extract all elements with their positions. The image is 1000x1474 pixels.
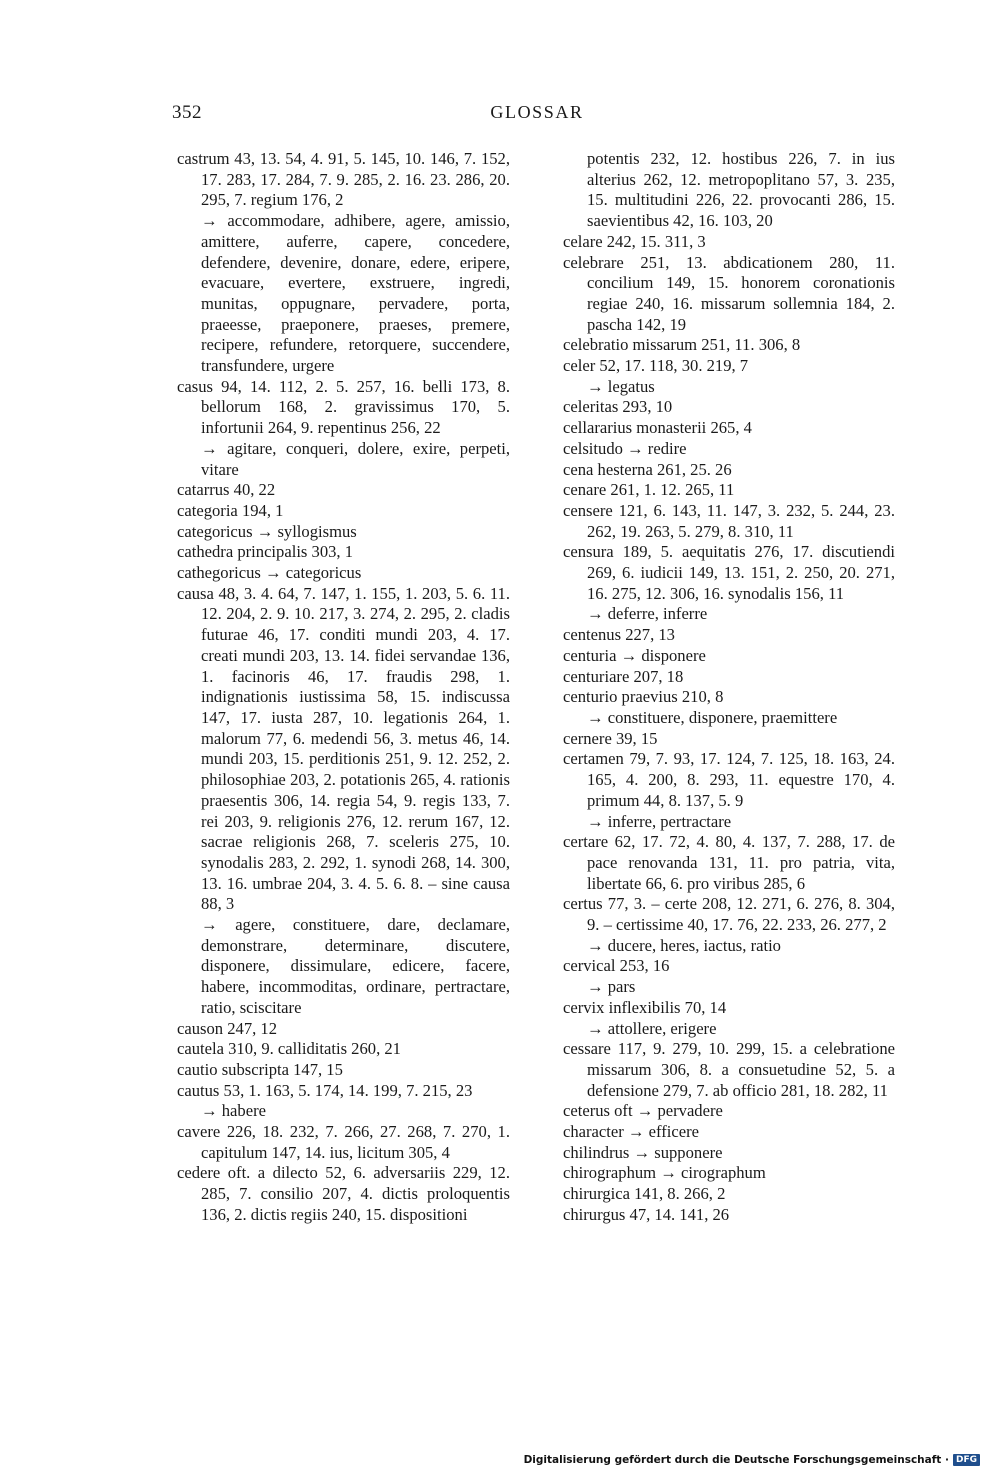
glossary-entry: chilindrus → supponere [563, 1142, 723, 1162]
glossary-entry: centurio praevius 210, 8 [563, 687, 724, 707]
glossary-cross-reference: → pars [587, 977, 636, 997]
glossary-entry: cessare 117, 9. 279, 10. 299, 15. a celebratione missarum 306, 8. a consuetudine 52, 5. a defensione 279, 7. ab officio 281, 18. 282, 11 [563, 1039, 895, 1100]
glossary-entry: ceterus oft → pervadere [563, 1101, 723, 1121]
left-column [177, 149, 510, 1226]
glossary-entry: certus 77, 3. – certe 208, 12. 271, 6. 276, 8. 304, 9. – certissime 40, 17. 76, 22. 233, 26. 277, 2 [563, 894, 895, 935]
glossary-entry: censura 189, 5. aequitatis 276, 17. discutiendi 269, 6. iudicii 149, 13. 151, 2. 250, 20. 271, 16. 275, 12. 306, 16. synodalis 156, 11 [563, 542, 895, 603]
glossary-entry: chirurgica 141, 8. 266, 2 [563, 1184, 726, 1204]
glossary-entry: cathegoricus → categoricus [177, 563, 362, 583]
glossary-entry: casus 94, 14. 112, 2. 5. 257, 16. belli 173, 8. bellorum 168, 2. gravissimus 170, 5. infortunii 264, 9. repentinus 256, 22 [177, 376, 510, 438]
glossary-entry: cathedra principalis 303, 1 [177, 542, 354, 562]
glossary-cross-reference: → habere [201, 1101, 266, 1121]
footer-text: Digitalisierung gefördert durch die Deutsche Forschungsgemeinschaft · [523, 1454, 949, 1466]
glossary-entry: chirurgus 47, 14. 141, 26 [563, 1204, 730, 1224]
glossary-entry: castrum 43, 13. 54, 4. 91, 5. 145, 10. 146, 7. 152, 17. 283, 17. 284, 7. 9. 285, 2. 16. 23. 286, 20. 295, 7. regium 176, 2 [177, 149, 510, 210]
glossary-cross-reference: → deferre, inferre [587, 604, 708, 624]
glossary-cross-reference: → inferre, pertractare [587, 811, 732, 831]
right-column [563, 149, 895, 1226]
glossary-entry: catarrus 40, 22 [177, 480, 276, 500]
glossary-entry: chirographum → cirographum [563, 1163, 766, 1183]
glossary-entry: celeritas 293, 10 [563, 397, 673, 417]
glossary-entry: cervical 253, 16 [563, 956, 670, 976]
glossary-cross-reference: → attollere, erigere [587, 1018, 717, 1038]
glossary-entry: celsitudo → redire [563, 438, 687, 458]
glossary-cross-reference: → accommodare, adhibere, agere, amissio, amittere, auferre, capere, concedere, defendere, devenire, donare, edere, eripere, evacuare, evertere, exstruere, ingredi, munitas, oppugnare, pervadere, porta, praeesse, praeponere, praeses, premere, recipere, refundere, retorquere, succendere, transfundere, urgere [201, 211, 510, 376]
glossary-entry: celer 52, 17. 118, 30. 219, 7 [563, 356, 749, 376]
glossary-entry: cautela 310, 9. calliditatis 260, 21 [177, 1039, 401, 1059]
glossary-entry-continuation: potentis 232, 12. hostibus 226, 7. in ius alterius 262, 12. metropoplitano 57, 3. 235, 15. multitudini 226, 22. provocanti 286, 15. saevientibus 42, 16. 103, 20 [587, 149, 895, 231]
glossary-entry: causon 247, 12 [177, 1018, 278, 1038]
glossary-cross-reference: → agitare, conqueri, dolere, exire, perpeti, vitare [201, 438, 510, 479]
glossary-entry: celare 242, 15. 311, 3 [563, 231, 706, 251]
glossary-entry: censere 121, 6. 143, 11. 147, 3. 232, 5. 244, 23. 262, 19. 263, 5. 279, 8. 310, 11 [563, 500, 895, 541]
glossary-entry: cedere oft. a dilecto 52, 6. adversariis 229, 12. 285, 7. consilio 207, 4. dictis proloquentis 136, 2. dictis regiis 240, 15. dispositioni [177, 1163, 510, 1224]
glossary-entry: categoricus → syllogismus [177, 521, 357, 541]
dfg-logo: DFG [953, 1454, 980, 1466]
glossary-cross-reference: → legatus [587, 376, 655, 396]
running-head: GLOSSAR [490, 102, 584, 122]
glossary-entry: cautio subscripta 147, 15 [177, 1059, 343, 1079]
glossary-entry: centenus 227, 13 [563, 625, 675, 645]
glossary-entry: cellararius monasterii 265, 4 [563, 418, 752, 438]
glossary-entry: centuriare 207, 18 [563, 666, 684, 686]
glossary-entry: certamen 79, 7. 93, 17. 124, 7. 125, 18. 163, 24. 165, 4. 200, 8. 293, 11. equestre 170, 4. primum 44, 8. 137, 5. 9 [563, 749, 895, 810]
glossary-entry: causa 48, 3. 4. 64, 7. 147, 1. 155, 1. 203, 5. 6. 11. 12. 204, 2. 9. 10. 217, 3. 274, 2. 295, 2. cladis futurae 46, 17. conditi mundi 203, 4. 17. creati mundi 203, 13. 14. fidei servandae 136, 1. facinoris 46, 17. fraudis 298, 1. indignationis iustissima 58, 15. indiscussa 147, 17. iusta 287, 10. legationis 264, 1. malorum 77, 6. medendi 56, 3. metus 46, 14. mundi 203, 15. perditionis 251, 9. 12. 252, 2. philosophiae 203, 2. potationis 265, 4. rationis praesentis 306, 14. regia 54, 9. regis 133, 7. rei 203, 9. religionis 276, 12. rerum 167, 12. sacrae religionis 268, 7. sceleris 275, 10. synodalis 283, 2. 292, 1. synodi 268, 14. 300, 13. 16. umbrae 204, 3. 4. 5. 6. 8. – sine causa 88, 3 [177, 583, 510, 914]
glossary-entry: categoria 194, 1 [177, 500, 284, 520]
glossary-entry: cervix inflexibilis 70, 14 [563, 997, 727, 1017]
glossary-entry: cautus 53, 1. 163, 5. 174, 14. 199, 7. 215, 23 [177, 1080, 473, 1100]
glossary-entry: cernere 39, 15 [563, 728, 658, 748]
glossary-cross-reference: → agere, constituere, dare, declamare, demonstrare, determinare, discutere, disponere, dissimulare, edicere, facere, habere, incommoditas, ordinare, pertractare, ratio, sciscitare [201, 915, 510, 1017]
digitization-footer [0, 1454, 980, 1466]
glossary-entry: character → efficere [563, 1122, 700, 1142]
glossary-entry: cenare 261, 1. 12. 265, 11 [563, 480, 735, 500]
glossary-entry: celebrare 251, 13. abdicationem 280, 11. concilium 149, 15. honorem coronationis regiae 240, 16. missarum sollemnia 184, 2. pascha 142, 19 [563, 252, 895, 334]
glossary-cross-reference: → ducere, heres, iactus, ratio [587, 935, 781, 955]
glossary-entry: cavere 226, 18. 232, 7. 266, 27. 268, 7. 270, 1. capitulum 147, 14. ius, licitum 305, 4 [177, 1122, 510, 1162]
glossary-entry: cena hesterna 261, 25. 26 [563, 459, 732, 479]
glossary-entry: celebratio missarum 251, 11. 306, 8 [563, 335, 801, 355]
glossary-cross-reference: → constituere, disponere, praemittere [587, 707, 838, 727]
page-number: 352 [172, 102, 202, 123]
glossary-entry: centuria → disponere [563, 645, 706, 665]
glossary-entry: certare 62, 17. 72, 4. 80, 4. 137, 7. 288, 17. de pace renovanda 131, 11. pro patria, vita, libertate 66, 6. pro viribus 285, 6 [563, 832, 895, 893]
